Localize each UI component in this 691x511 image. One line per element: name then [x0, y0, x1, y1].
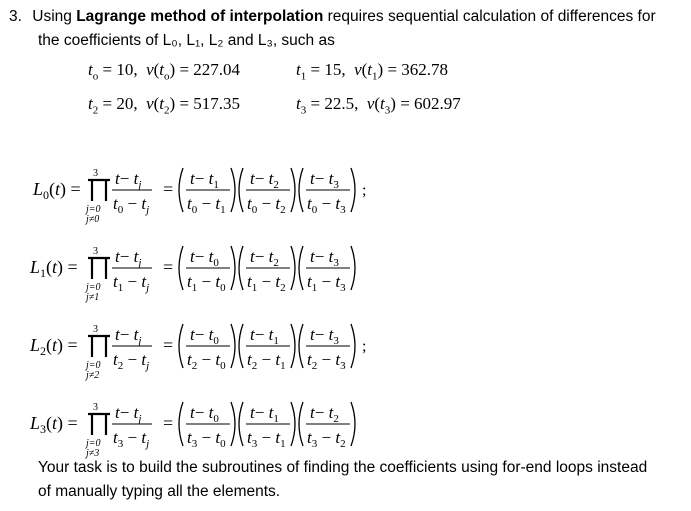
factor-denominator: $t_3 - t_2$ [307, 428, 346, 450]
t-value: 22.5 [324, 94, 355, 113]
left-paren [239, 246, 243, 290]
right-paren [351, 402, 355, 446]
product-lower-limit: j=0 [86, 204, 101, 215]
formula-name-3: $L_3(t)$ = [30, 413, 78, 436]
v-value: 602.97 [414, 94, 461, 113]
factor-denominator: $t_2 - t_3$ [307, 350, 346, 372]
factor-denominator: $t_1 - t_2$ [247, 272, 286, 294]
right-paren [231, 168, 235, 212]
factor-denominator: $t_2 - t_0$ [187, 350, 226, 372]
factor-numerator: $t- t_2$ [250, 169, 279, 191]
left-paren [299, 324, 303, 368]
right-paren [231, 246, 235, 290]
factor-denominator: $t_3 - t_0$ [187, 428, 226, 450]
factor-denominator: $t_0 - t_2$ [247, 194, 286, 216]
product-upper-limit: 3 [93, 324, 98, 335]
right-paren [351, 168, 355, 212]
formula-name-0: $L_0(t)$ = [33, 179, 81, 202]
left-paren [239, 324, 243, 368]
data-point-0: $t_o = 10$, $v(t_o) = 227.04$ [88, 60, 241, 83]
left-paren [179, 324, 183, 368]
t-value: 20 [116, 94, 134, 113]
factor-denominator: $t_3 - t_1$ [247, 428, 286, 450]
fraction-numerator: $t- t_j$ [115, 403, 142, 425]
t-subscript: 2 [164, 104, 170, 117]
product-upper-limit: 3 [93, 168, 98, 179]
factor-numerator: $t- t_3$ [310, 325, 339, 347]
right-paren [291, 168, 295, 212]
left-paren [299, 246, 303, 290]
t-subscript: 3 [384, 104, 391, 117]
product-lower-limit: j=0 [86, 282, 101, 293]
t-subscript: o [164, 70, 170, 83]
task-line-2: of manually typing all the elements. [38, 483, 281, 500]
factor-denominator: $t_0 - t_3$ [307, 194, 346, 216]
product-upper-limit: 3 [93, 246, 98, 257]
left-paren [239, 402, 243, 446]
left-paren [179, 246, 183, 290]
left-paren [299, 168, 303, 212]
right-paren [231, 324, 235, 368]
factor-numerator: $t- t_3$ [310, 169, 339, 191]
left-paren [179, 168, 183, 212]
fraction-denominator: $t_0 - t_j$ [113, 194, 150, 216]
equals-sign: = [163, 257, 174, 277]
intro-bold: Lagrange method of interpolation [76, 8, 324, 25]
factor-denominator: $t_1 - t_3$ [307, 272, 346, 294]
intro-line-2: the coefficients of L₀, L₁, L₂ and L₃, such as [38, 32, 335, 49]
product-exclusion: j≠3 [86, 448, 100, 459]
product-exclusion: j≠0 [86, 214, 100, 225]
product-exclusion: j≠2 [86, 370, 100, 381]
t-value: 10 [116, 60, 134, 79]
formula-terminator: ; [362, 338, 367, 355]
v-value: 517.35 [193, 94, 241, 113]
factor-numerator: $t- t_1$ [250, 325, 279, 347]
equals-sign: = [163, 413, 174, 433]
data-point-2: $t_2 = 20$, $v(t_2) = 517.35$ [88, 94, 241, 117]
t-subscript: 2 [92, 104, 99, 117]
t-subscript: 1 [300, 70, 307, 83]
problem-number: 3. [9, 8, 22, 25]
fraction-numerator: $t- t_j$ [115, 169, 142, 191]
product-exclusion: j≠1 [86, 292, 100, 303]
intro-text-2: requires sequential calculation of differences for [323, 8, 656, 25]
left-paren [239, 168, 243, 212]
task-line-1: Your task is to build the subroutines of finding the coefficients using for-end loops instead [38, 459, 648, 476]
product-lower-limit: j=0 [86, 360, 101, 371]
t-value: 15 [324, 60, 342, 79]
product-lower-limit: j=0 [86, 438, 101, 449]
factor-numerator: $t- t_2$ [310, 403, 339, 425]
factor-numerator: $t- t_0$ [190, 247, 219, 269]
fraction-denominator: $t_1 - t_j$ [113, 272, 150, 294]
formula-terminator: ; [362, 182, 367, 199]
right-paren [351, 324, 355, 368]
fraction-numerator: $t- t_j$ [115, 325, 142, 347]
factor-numerator: $t- t_0$ [190, 325, 219, 347]
fraction-denominator: $t_3 - t_j$ [113, 428, 150, 450]
product-symbol [88, 414, 110, 435]
factor-denominator: $t_2 - t_1$ [247, 350, 286, 372]
formula-name-1: $L_1(t)$ = [30, 257, 78, 280]
factor-numerator: $t- t_0$ [190, 403, 219, 425]
factor-denominator: $t_1 - t_0$ [187, 272, 226, 294]
product-upper-limit: 3 [93, 402, 98, 413]
right-paren [231, 402, 235, 446]
right-paren [291, 324, 295, 368]
left-paren [299, 402, 303, 446]
fraction-denominator: $t_2 - t_j$ [113, 350, 150, 372]
v-value: 362.78 [401, 60, 449, 79]
intro-text-1: Using [32, 8, 77, 25]
right-paren [351, 246, 355, 290]
data-point-1: $t_1 = 15$, $v(t_1) = 362.78$ [296, 60, 449, 83]
factor-numerator: $t- t_3$ [310, 247, 339, 269]
product-symbol [88, 336, 110, 357]
factor-numerator: $t- t_1$ [250, 403, 279, 425]
t-subscript: o [92, 70, 99, 83]
equals-sign: = [163, 335, 174, 355]
right-paren [291, 402, 295, 446]
v-value: 227.04 [193, 60, 241, 79]
factor-denominator: $t_0 - t_1$ [187, 194, 226, 216]
t-subscript: 1 [372, 70, 378, 83]
factor-numerator: $t- t_1$ [190, 169, 219, 191]
product-symbol [88, 258, 110, 279]
fraction-numerator: $t- t_j$ [115, 247, 142, 269]
formula-name-2: $L_2(t)$ = [30, 335, 78, 358]
equals-sign: = [163, 179, 174, 199]
data-point-3: $t_3 = 22.5$, $v(t_3) = 602.97$ [296, 94, 461, 117]
left-paren [179, 402, 183, 446]
t-subscript: 3 [300, 104, 307, 117]
right-paren [291, 246, 295, 290]
factor-numerator: $t- t_2$ [250, 247, 279, 269]
product-symbol [88, 180, 110, 201]
